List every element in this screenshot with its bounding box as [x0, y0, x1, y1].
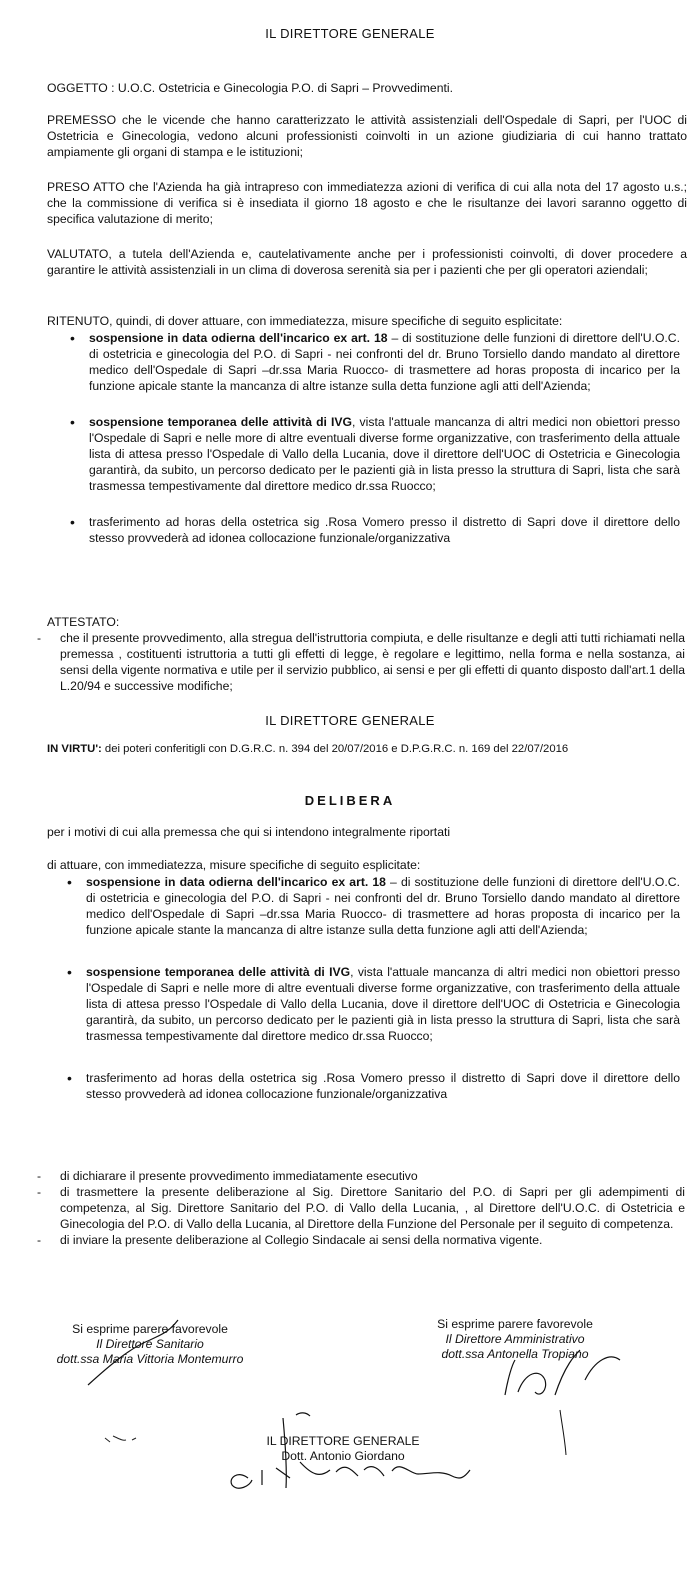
- bullet-icon: •: [67, 1070, 72, 1086]
- in-virtu-label: IN VIRTU':: [47, 743, 102, 755]
- measure-bold-text: sospensione in data odierna dell'incarico ex art. 18: [86, 875, 386, 889]
- preso-atto-text: che l'Azienda ha già intrapreso con immediatezza azioni di verifica di cui alla nota del 17 agosto u.s.; che la commissione di verifica si è insediata il giorno 18 agosto e che le risultanze dei lavori saranno oggetto di specifica valutazione di merito;: [47, 180, 687, 226]
- ritenuto-text: , quindi, di dover attuare, con immediatezza, misure specifiche di seguito esplicitate:: [109, 314, 563, 328]
- disposition-text: di dichiarare il presente provvedimento immediatamente esecutivo: [60, 1169, 418, 1183]
- in-virtu-text: dei poteri conferitigli con D.G.R.C. n. 394 del 20/07/2016 e D.P.G.R.C. n. 169 del 22/07/2016: [104, 743, 569, 755]
- premesso-label: PREMESSO: [47, 113, 117, 127]
- delibera-intro: per i motivi di cui alla premessa che qui si intendono integralmente riportati: [47, 825, 451, 839]
- measure-text: – di sostituzione delle funzioni di direttore dell'U.O.C. di ostetricia e ginecologia del P.O. di Sapri - nei confronti del dr. Bruno Torsiello dando mandato al direttore medico dell'Ospedale di Sapri –dr.ssa Maria Ruocco- di trasmettere ad horas proposta di incarico per la funzione apicale stante la mancanza di altre istanze sulla detta funzione agli atti dell'Azienda;: [89, 331, 680, 393]
- valutato-text: , a tutela dell'Azienda e, cautelativamente anche per i professionisti coinvolti, di dover procedere a garantire le attività assistenziali in un clima di doverosa serenità sia per i pazienti che per gli operatori aziendali;: [47, 247, 687, 277]
- signature-right-opinion: Si esprime parere favorevole: [437, 1317, 593, 1331]
- signature-left-opinion: Si esprime parere favorevole: [72, 1322, 228, 1336]
- measure-text: trasferimento ad horas della ostetrica sig .Rosa Vomero presso il distretto di Sapri dove il direttore dello stesso provvederà ad idonea collocazione funzionale/organizzativa: [86, 1071, 680, 1101]
- measure-text: trasferimento ad horas della ostetrica sig .Rosa Vomero presso il distretto di Sapri dove il direttore dello stesso provvederà ad idonea collocazione funzionale/organizzativa: [89, 515, 680, 545]
- signature-left-role: Il Direttore Sanitario: [96, 1337, 204, 1351]
- signature-right-name: dott.ssa Antonella Tropiano: [441, 1347, 589, 1361]
- measure-bold-text: sospensione temporanea delle attività di IVG: [89, 415, 353, 429]
- oggetto-label: OGGETTO :: [47, 81, 115, 95]
- dash-icon: -: [37, 1233, 42, 1247]
- dash-icon: -: [37, 631, 42, 645]
- bullet-icon: •: [70, 514, 75, 530]
- attestato-text: che il presente provvedimento, alla stregua dell'istruttoria compiuta, e delle risultanze e degli atti tutti richiamati nella premessa , costituenti istruttoria a tutti gli effetti di legge, è regolare e legittimo, nella forma e nella sostanza, ai sensi della vigente normativa e utile per il servizio pubblico, ai sensi e per gli effetti di quanto disposto dall'art.1 della L.20/94 e successive modifiche;: [60, 631, 685, 693]
- valutato-label: VALUTATO: [47, 247, 109, 261]
- delibera-title: DELIBERA: [304, 793, 396, 808]
- signature-director-role: IL DIRETTORE GENERALE: [266, 1434, 420, 1448]
- signature-director-name: Dott. Antonio Giordano: [281, 1449, 405, 1463]
- bullet-icon: •: [67, 964, 72, 980]
- measure-text: , vista l'attuale mancanza di altri medici non obiettori presso l'Ospedale di Sapri e nelle more di altre eventuali diverse forme organizzative, con trasferimento della attuale lista di attesa presso l'Ospedale di Vallo della Lucania, dove il direttore dell'UOC di Ostetricia e Ginecologia garantirà, da subito, un percorso dedicato per le pazienti già in lista presso la struttura di Sapri, lista che sarà trasmessa tempestivamente dal direttore medico dr.ssa Ruocco;: [86, 965, 680, 1043]
- measure-bold-text: sospensione temporanea delle attività di IVG: [86, 965, 351, 979]
- signature-left-name: dott.ssa Maria Vittoria Montemurro: [56, 1352, 244, 1366]
- disposition-text: di trasmettere la presente deliberazione al Sig. Direttore Sanitario del P.O. di Sapri per gli adempimenti di competenza, al Sig. Direttore Sanitario del P.O. di Vallo della Lucania, , al Direttore dell'U.O.C. di Ostetricia e Ginecologia del P.O. di Vallo della Lucania, al Direttore della Funzione del Personale per il seguito di competenza.: [60, 1185, 685, 1231]
- page-title: IL DIRETTORE GENERALE: [265, 26, 435, 41]
- disposition-text: di inviare la presente deliberazione al Collegio Sindacale ai sensi della normativa vigente.: [60, 1233, 543, 1247]
- premesso-text: che le vicende che hanno caratterizzato le attività assistenziali dell'Ospedale di Sapri, per l'UOC di Ostetricia e Ginecologia, vedono alcuni professionisti coinvolti in un azione giudiziaria di cui hanno trattato ampiamente gli organi di stampa e le istituzioni;: [47, 113, 688, 159]
- measure-text: , vista l'attuale mancanza di altri medici non obiettori presso l'Ospedale di Sapri e nelle more di altre eventuali diverse forme organizzative, con trasferimento della attuale lista di attesa presso l'Ospedale di Vallo della Lucania, dove il direttore dell'UOC di Ostetricia e Ginecologia garantirà, da subito, un percorso dedicato per le pazienti già in lista presso la struttura di Sapri, lista che sarà trasmessa tempestivamente dal direttore medico dr.ssa Ruocco;: [89, 415, 680, 493]
- preso-atto-label: PRESO ATTO: [47, 180, 125, 194]
- delibera-attuare: di attuare, con immediatezza, misure specifiche di seguito esplicitate:: [47, 858, 421, 872]
- oggetto-text: U.O.C. Ostetricia e Ginecologia P.O. di Sapri – Provvedimenti.: [117, 81, 453, 95]
- ritenuto-label: RITENUTO: [47, 314, 110, 328]
- dash-icon: -: [37, 1169, 42, 1183]
- measure-bold-text: sospensione in data odierna dell'incarico ex art. 18: [89, 331, 388, 345]
- attestato-label: ATTESTATO:: [47, 615, 120, 629]
- bullet-icon: •: [70, 414, 75, 430]
- bullet-icon: •: [70, 330, 75, 346]
- bullet-icon: •: [67, 874, 72, 890]
- signature-right-role: Il Direttore Amministrativo: [445, 1332, 585, 1346]
- section-title: IL DIRETTORE GENERALE: [265, 713, 435, 728]
- measure-text: – di sostituzione delle funzioni di direttore dell'U.O.C. di ostetricia e ginecologia del P.O. di Sapri - nei confronti del dr. Bruno Torsiello dando mandato al direttore medico dell'Ospedale di Sapri –dr.ssa Maria Ruocco- di trasmettere ad horas proposta di incarico per la funzione apicale stante la mancanza di altre istanze sulla detta funzione agli atti dell'Azienda;: [86, 875, 680, 937]
- dash-icon: -: [37, 1185, 42, 1199]
